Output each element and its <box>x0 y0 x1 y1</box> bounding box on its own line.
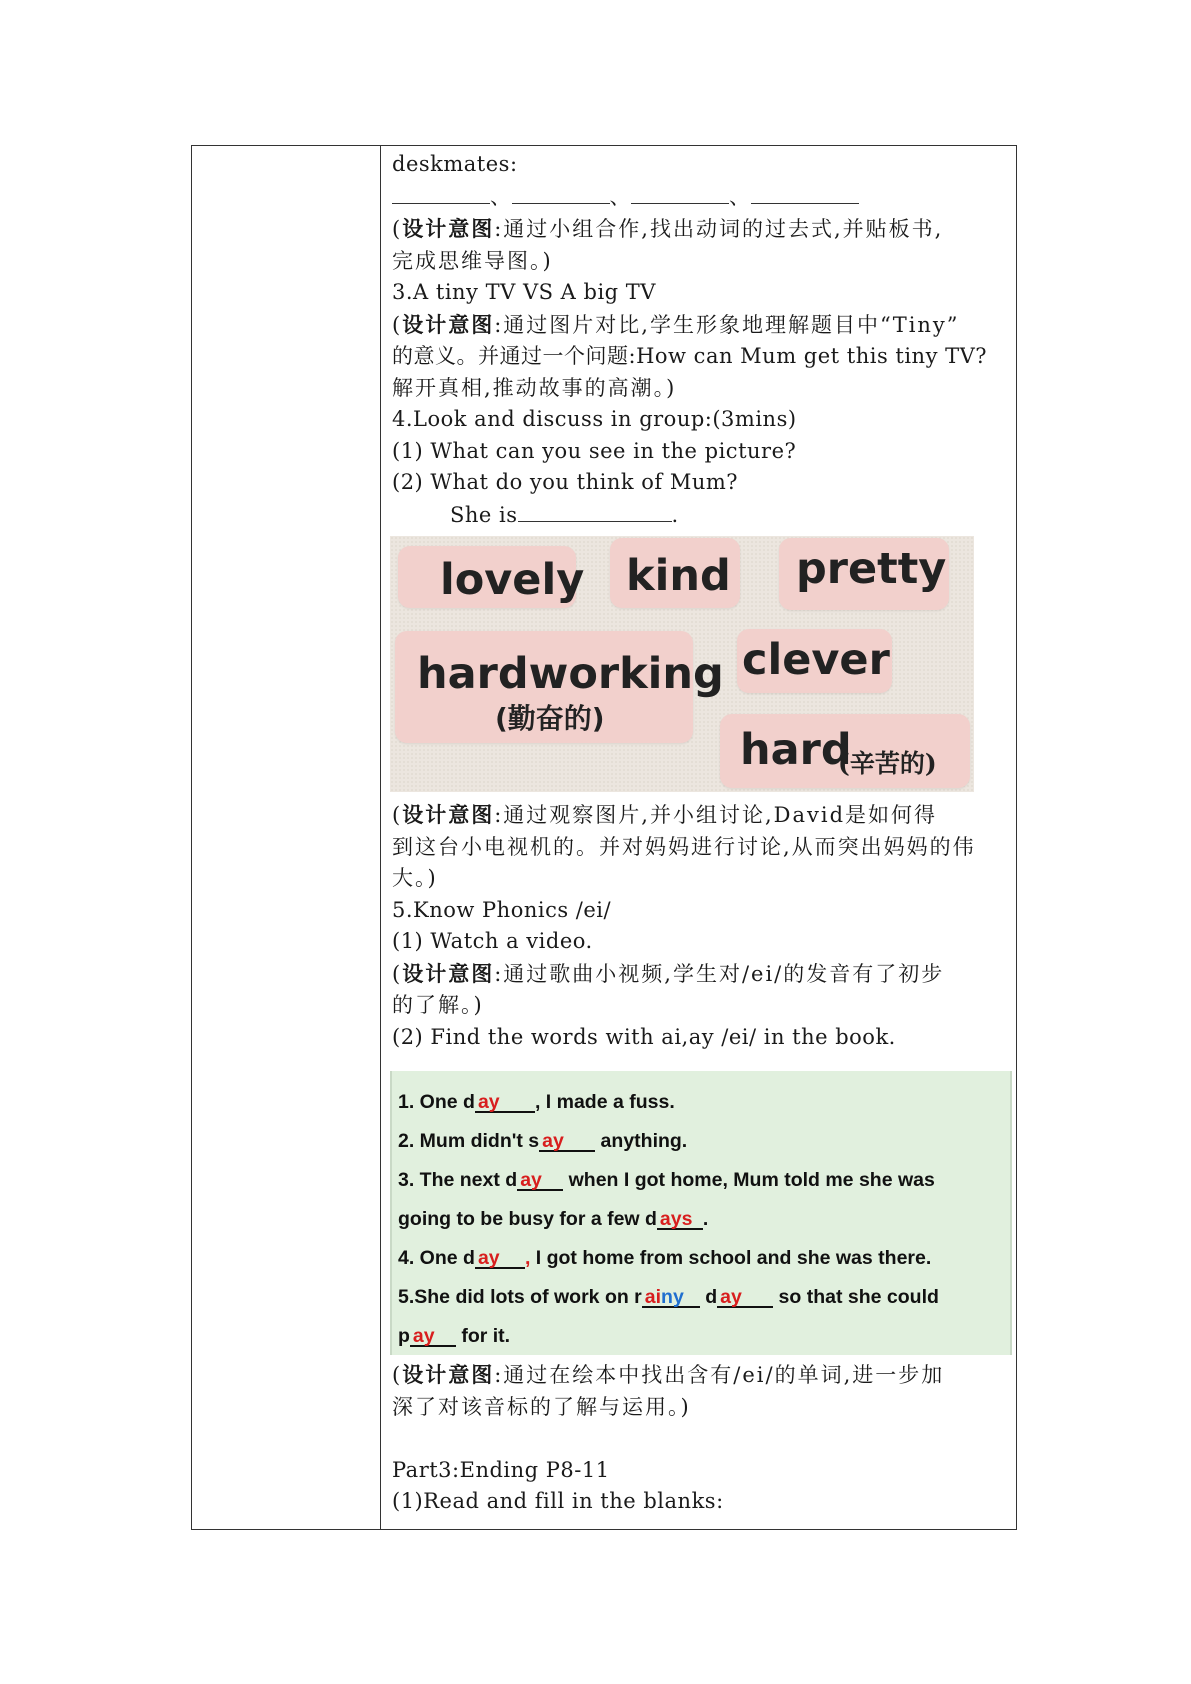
answer-blank: ay <box>475 1247 525 1269</box>
answer-blank <box>512 181 610 204</box>
question-line: (2) What do you think of Mum? <box>392 470 739 494</box>
design-note: (设计意图:通过歌曲小视频,学生对/ei/的发音有了初步 <box>392 960 945 986</box>
fill-sentence-5: 5.She did lots of work on r ainy d ay so that she could <box>398 1286 939 1308</box>
design-note: (设计意图:通过图片对比,学生形象地理解题目中“Tiny” <box>392 311 960 337</box>
section-heading: Part3:Ending P8-11 <box>392 1457 610 1482</box>
fill-sentence-6: p ay for it. <box>398 1325 511 1347</box>
blank-line: 、 、 、 <box>390 181 1012 214</box>
design-note: (设计意图:通过在绘本中找出含有/ei/的单词,进一步加 <box>392 1362 945 1387</box>
text-line: 的意义。并通过一个问题:How can Mum get this tiny TV? <box>392 344 988 368</box>
lesson-table <box>191 145 1017 1530</box>
text-line: 完成思维导图。) <box>392 248 553 273</box>
answer-blank: ays <box>657 1208 703 1230</box>
fill-sentence-3-cont: going to be busy for a few d ays . <box>398 1208 709 1230</box>
word-tile-lovely: lovely <box>398 546 576 608</box>
adjective-word-picture <box>390 536 974 792</box>
question-line: (1) Watch a video. <box>392 929 593 953</box>
word-tile-clever: clever <box>737 629 892 693</box>
word-tile-kind: kind <box>610 538 740 608</box>
section-heading: 3.A tiny TV VS A big TV <box>392 280 656 304</box>
phonics-fill-in-picture <box>390 1071 1012 1355</box>
fill-sentence-3: 3. The next d ay when I got home, Mum told me she was <box>398 1169 935 1191</box>
section-heading: 5.Know Phonics /ei/ <box>392 897 612 922</box>
design-note: (设计意图:通过小组合作,找出动词的过去式,并贴板书, <box>392 216 944 241</box>
answer-blank <box>751 181 859 204</box>
content-top <box>390 146 1012 531</box>
text-line: 大。) <box>392 866 438 890</box>
design-note: (设计意图:通过观察图片,并小组讨论,David是如何得 <box>392 802 938 827</box>
answer-blank <box>392 181 490 204</box>
fill-sentence-2: 2. Mum didn't s ay anything. <box>398 1130 688 1152</box>
question-line: (2) Find the words with ai,ay /ei/ in the book. <box>392 1024 896 1049</box>
fill-sentence-1: 1. One d ay , I made a fuss. <box>398 1091 675 1113</box>
answer-blank <box>631 181 729 204</box>
answer-blank: ainy <box>642 1286 700 1308</box>
empty-line <box>390 1423 1012 1455</box>
word-tile-hard: hard (辛苦的) <box>720 714 970 788</box>
answer-blank <box>518 499 672 522</box>
content-bottom <box>390 1359 1012 1518</box>
text-line: 解开真相,推动故事的高潮。) <box>392 375 677 400</box>
answer-blank: ay <box>717 1286 773 1308</box>
answer-blank: ay <box>475 1091 535 1113</box>
word-tile-pretty: pretty <box>779 538 949 610</box>
section-heading: 4.Look and discuss in group:(3mins) <box>392 407 797 431</box>
text-line: 深了对该音标的了解与运用。) <box>392 1394 691 1419</box>
answer-blank: ay <box>517 1169 563 1191</box>
answer-blank: ay <box>410 1325 456 1347</box>
text-line: 的了解。) <box>392 993 484 1017</box>
text-line: deskmates: <box>392 152 518 176</box>
fill-sentence-4: 4. One d ay , I got home from school and she was there. <box>398 1247 932 1269</box>
answer-blank: ay <box>539 1130 595 1152</box>
content-middle <box>390 799 1012 1053</box>
column-divider <box>380 146 381 1529</box>
word-tile-hardworking: hardworking (勤奋的) <box>395 631 693 743</box>
question-line: (1)Read and fill in the blanks: <box>392 1489 724 1513</box>
question-line: (1) What can you see in the picture? <box>392 438 797 463</box>
text-line: 到这台小电视机的。并对妈妈进行讨论,从而突出妈妈的伟 <box>392 834 976 859</box>
answer-line: She is . <box>390 499 1012 532</box>
